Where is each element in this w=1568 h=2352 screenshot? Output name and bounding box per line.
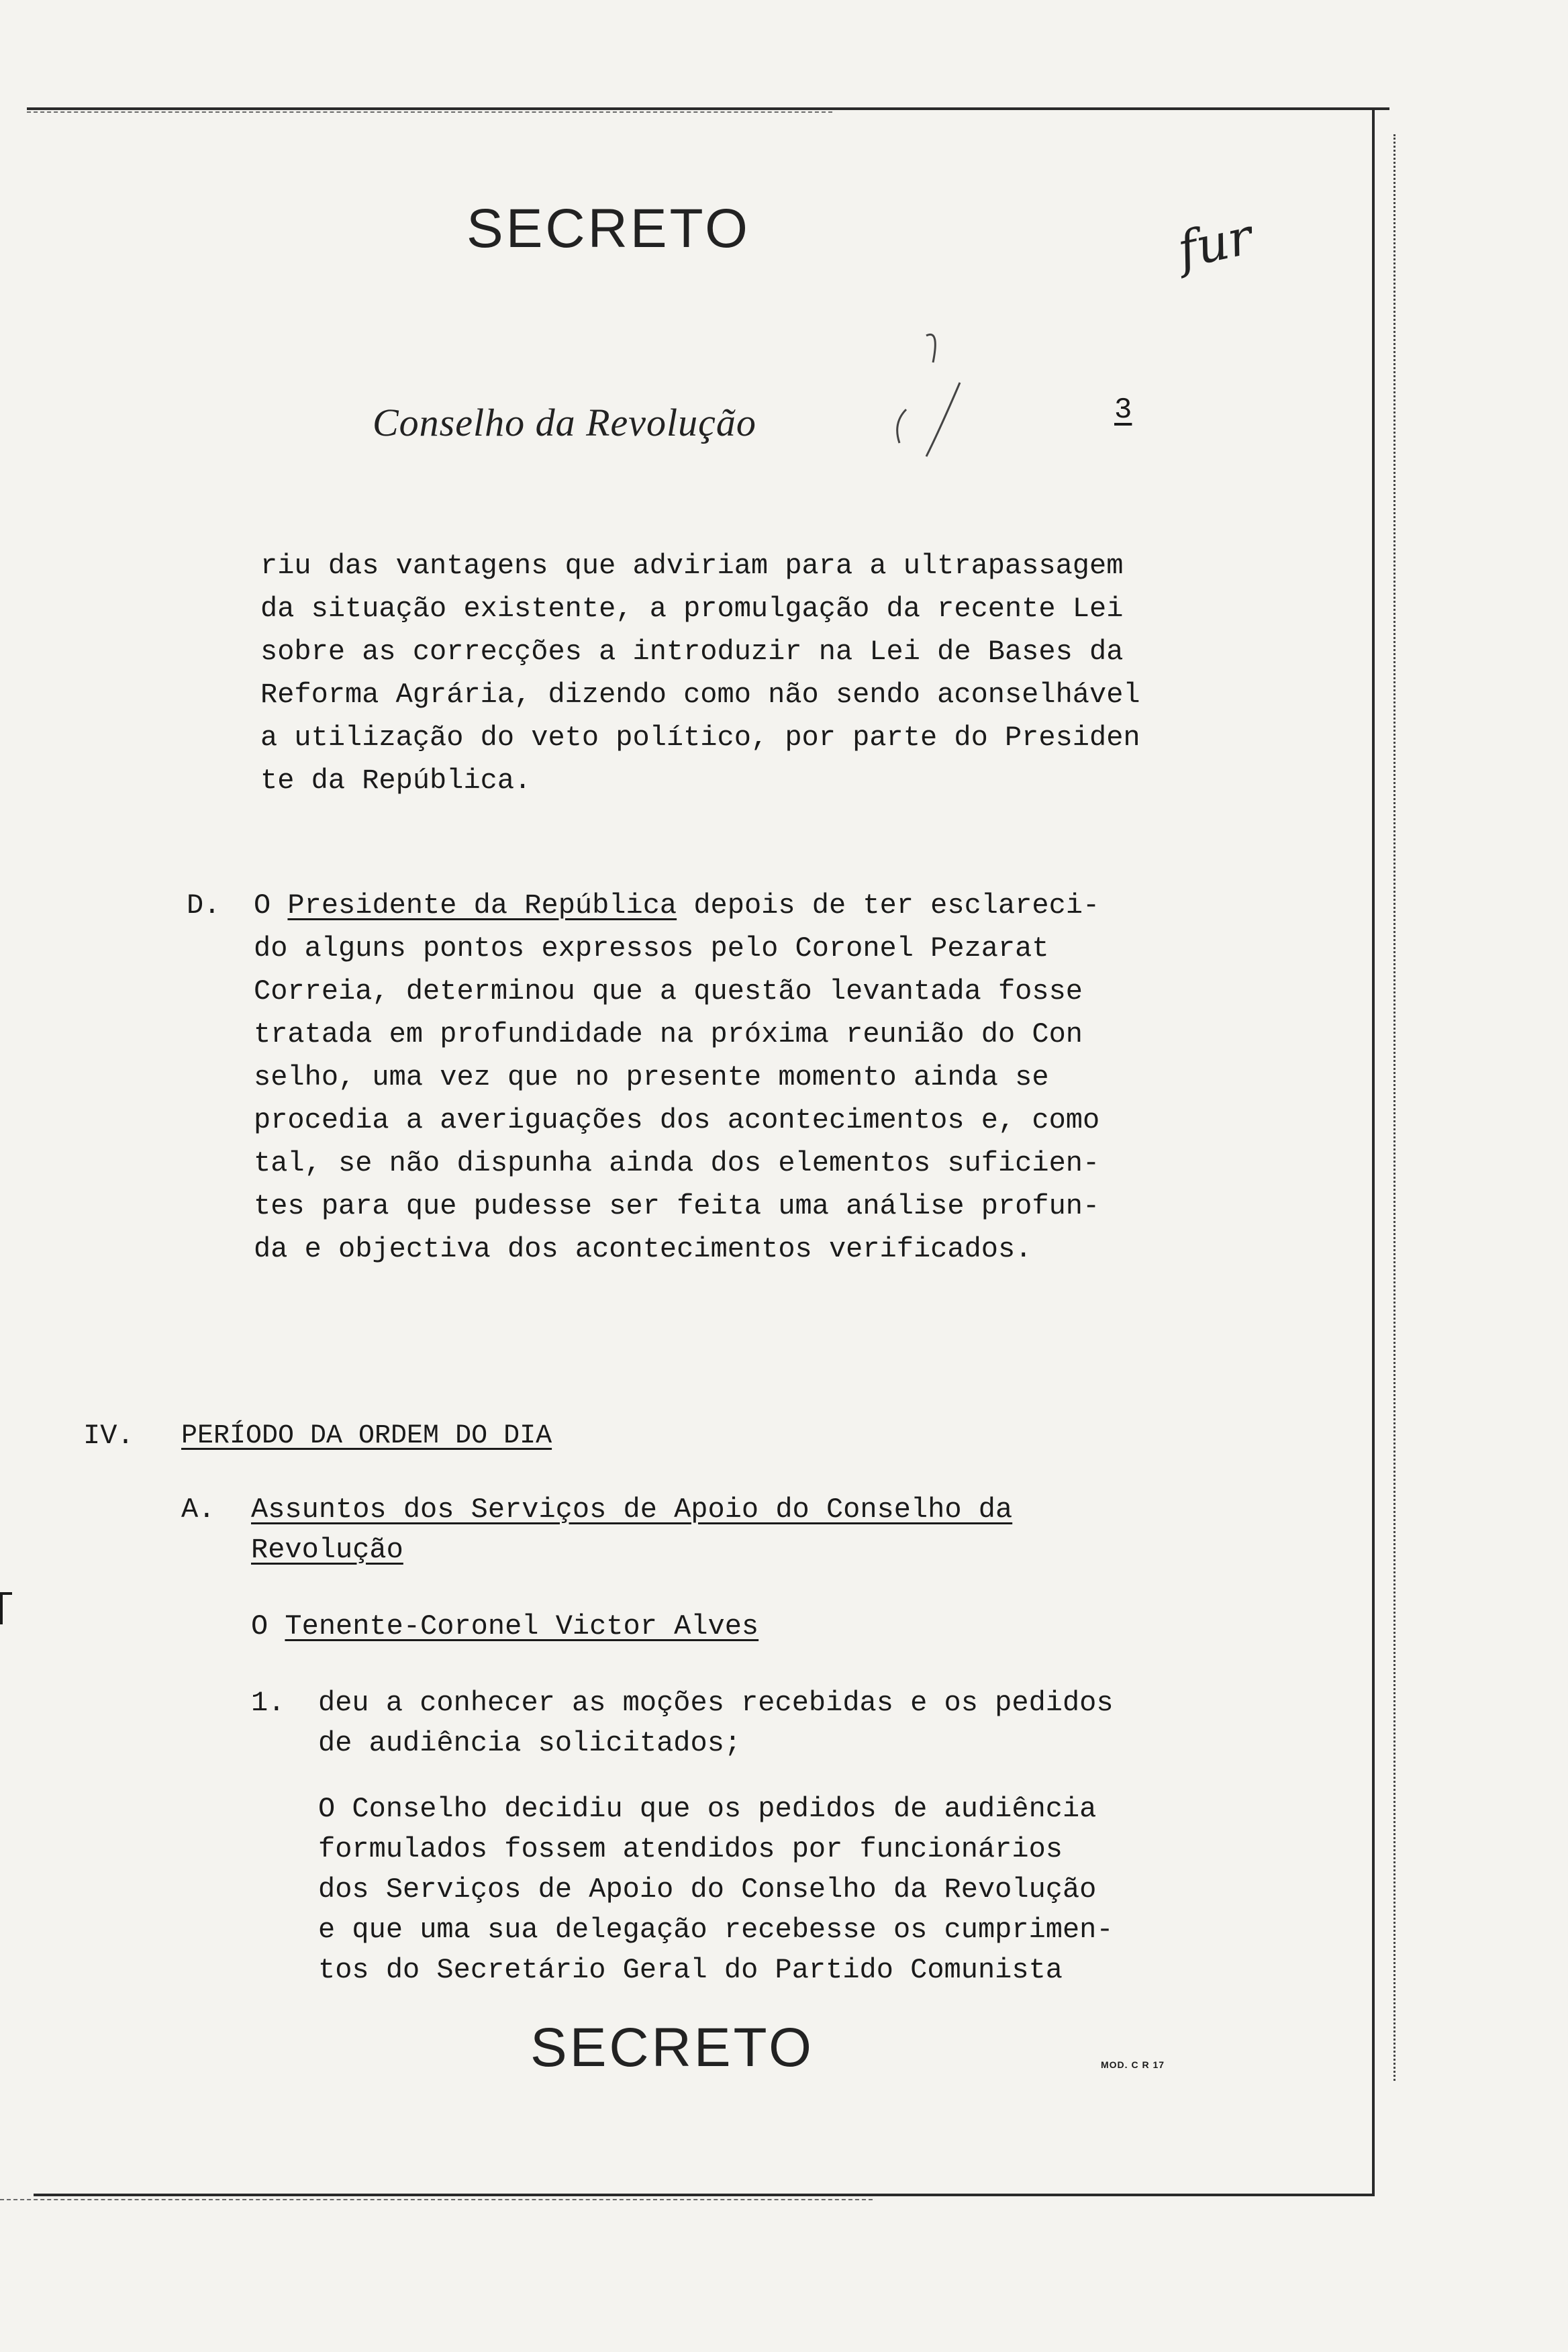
decision-line: formulados fossem atendidos por funcionários [318, 1833, 1063, 1865]
section-iv-title: PERÍODO DA ORDEM DO DIA [181, 1421, 552, 1451]
section-iv-marker: IV. [83, 1420, 134, 1452]
item-1-line: deu a conhecer as moções recebidas e os pedidos [318, 1687, 1114, 1719]
continuation-line: a utilização do veto político, por parte do Presiden [260, 722, 1140, 754]
secret-stamp-bottom: SECRETO [530, 2017, 814, 2078]
item-d-line: da e objectiva dos acontecimentos verificados. [254, 1233, 1032, 1265]
letterhead: Conselho da Revolução [373, 401, 756, 444]
speaker-lead: O [251, 1610, 285, 1643]
decision-line: tos do Secretário Geral do Partido Comunista [318, 1954, 1063, 1986]
secret-stamp-top: SECRETO [467, 198, 750, 259]
subsection-a-marker: A. [181, 1493, 215, 1526]
item-d-line: tes para que pudesse ser feita uma análise profun- [254, 1190, 1100, 1222]
item-1-line: de audiência solicitados; [318, 1727, 742, 1759]
page-border-top-dashed [27, 111, 832, 113]
scan-edge-artifact [1393, 134, 1395, 2081]
item-d-first-line-rest: depois de ter esclareci- [677, 889, 1100, 922]
item-d-line: Correia, determinou que a questão levantada fosse [254, 975, 1083, 1008]
continuation-line: te da República. [260, 765, 532, 797]
handwritten-initials: fur [1173, 207, 1258, 280]
page-border-bottom-dashed [0, 2199, 873, 2200]
decision-line: e que uma sua delegação recebesse os cumprimen- [318, 1914, 1114, 1946]
continuation-line: riu das vantagens que adviriam para a ultrapassagem [260, 550, 1124, 582]
continuation-line: sobre as correcções a introduzir na Lei de Bases da [260, 636, 1124, 668]
continuation-line: Reforma Agrária, dizendo como não sendo aconselhável [260, 679, 1140, 711]
page-border-right [1372, 107, 1375, 2196]
item-d-line: tal, se não dispunha ainda dos elementos suficien- [254, 1147, 1100, 1179]
page-border-top [27, 107, 1389, 110]
item-d-subject: Presidente da República [287, 889, 677, 922]
continuation-line: da situação existente, a promulgação da recente Lei [260, 593, 1124, 625]
speaker-name: Tenente-Coronel Victor Alves [285, 1610, 759, 1643]
handwritten-pen-mark [886, 322, 993, 470]
form-code: MOD. C R 17 [1101, 2059, 1165, 2070]
item-d-line: do alguns pontos expressos pelo Coronel Pezarat [254, 932, 1049, 965]
item-d-marker: D. [187, 889, 221, 922]
decision-line: dos Serviços de Apoio do Conselho da Revolução [318, 1873, 1097, 1906]
item-1-marker: 1. [251, 1687, 285, 1719]
item-d-first-line [254, 891, 1099, 920]
page-border-bottom [34, 2194, 1375, 2196]
scan-mark-vertical [0, 1592, 3, 1624]
subsection-a-title-line1: Assuntos dos Serviços de Apoio do Conselho da [251, 1493, 1013, 1526]
decision-line: O Conselho decidiu que os pedidos de audiência [318, 1793, 1097, 1825]
subsection-a-title-line2: Revolução [251, 1534, 403, 1566]
speaker-line [251, 1610, 759, 1643]
item-d-line: selho, uma vez que no presente momento ainda se [254, 1061, 1049, 1093]
page-number: 3 [1114, 393, 1132, 427]
item-d-line: procedia a averiguações dos acontecimentos e, como [254, 1104, 1100, 1136]
item-d-line: tratada em profundidade na próxima reunião do Con [254, 1018, 1083, 1050]
item-d-lead: O [254, 889, 288, 922]
